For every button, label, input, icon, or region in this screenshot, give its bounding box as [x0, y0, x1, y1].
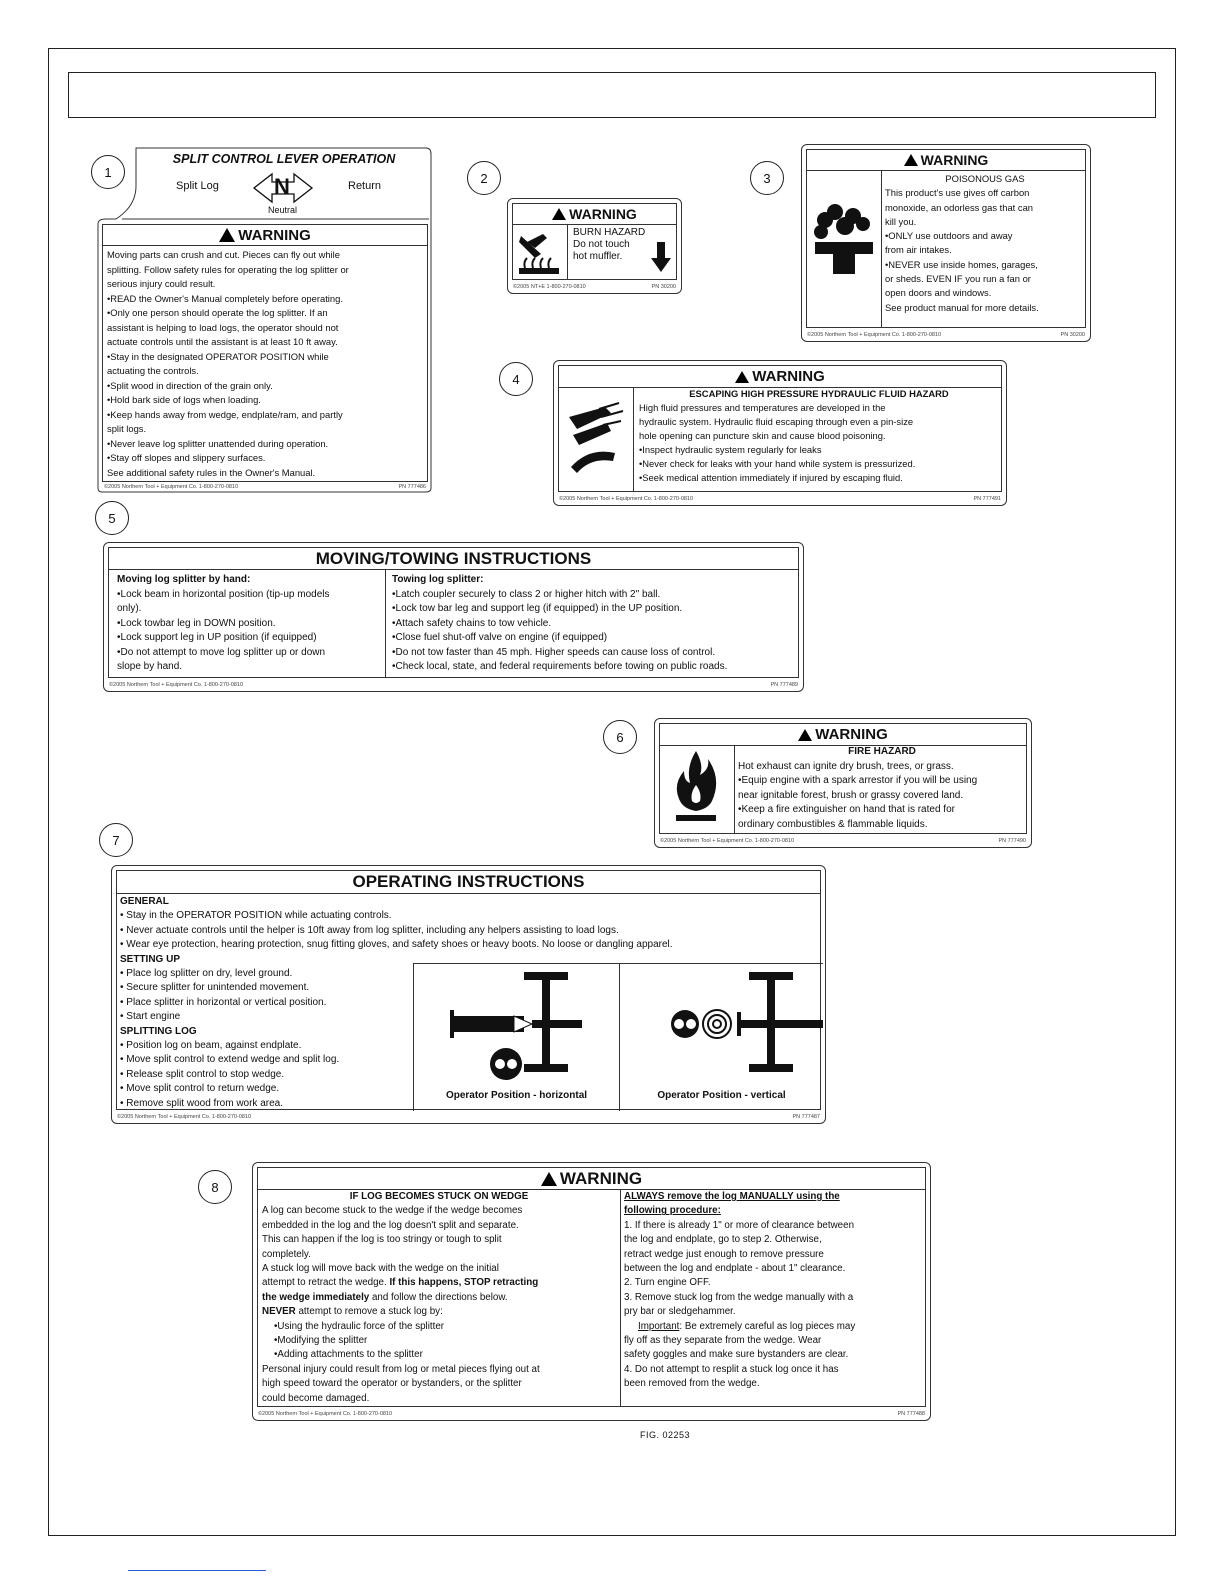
text-line: •Inspect hydraulic system regularly for leaks	[639, 444, 822, 455]
burn-hazard-title: BURN HAZARD	[573, 227, 646, 238]
underlined-span: Important	[638, 1320, 680, 1332]
text-line: This can happen if the log is too stringy or tough to split	[262, 1234, 502, 1246]
towing-column	[392, 573, 727, 675]
operating-title: OPERATING INSTRUCTIONS	[117, 871, 820, 894]
text-line: or sheds. EVEN IF you run a fan or	[885, 273, 1031, 285]
burn-hazard-inner	[512, 203, 677, 280]
text-line: •Keep hands away from wedge, endplate/ram, and partly	[107, 408, 343, 420]
text-line: •Close fuel shut-off valve on engine (if equipped)	[392, 632, 608, 643]
text-line: ordinary combustibles & flammable liquids.	[738, 818, 928, 830]
text-line: monoxide, an odorless gas that can	[885, 201, 1034, 213]
procedure-heading: following procedure:	[624, 1205, 721, 1217]
hydraulic-footer	[559, 494, 1001, 504]
text-line: 1. If there is already 1" or more of clearance between	[624, 1219, 855, 1231]
text-line: embedded in the log and the log doesn't split and separate.	[262, 1219, 519, 1231]
text-line: hot muffler.	[573, 251, 623, 262]
stuck-log-right-column	[624, 1190, 855, 1392]
callout-1: 1	[91, 155, 125, 189]
text-line: Personal injury could result from log or metal pieces flying out at	[262, 1363, 540, 1375]
stuck-log-heading: IF LOG BECOMES STUCK ON WEDGE	[349, 1191, 529, 1202]
neutral-letter: N	[274, 174, 290, 199]
text-line: •Keep a fire extinguisher on hand that is rated for	[738, 804, 955, 815]
footer-copyright: ©2005 Northern Tool + Equipment Co. 1-800-270-0810	[559, 496, 694, 502]
text-line: •ONLY use outdoors and away	[885, 230, 1013, 242]
text-line: serious injury could result.	[107, 278, 216, 289]
text-line: •Never leave log splitter unattended during operation.	[107, 437, 329, 449]
text-line: slope by hand.	[117, 661, 183, 672]
callout-4: 4	[499, 362, 533, 396]
caption-vertical: Operator Position - vertical	[657, 1090, 786, 1101]
general-heading: GENERAL	[120, 896, 169, 907]
callout-3: 3	[750, 161, 784, 195]
text-line: •Split wood in direction of the grain only.	[107, 379, 273, 391]
split-log-label: Split Log	[176, 180, 219, 192]
warning-triangle-icon	[904, 154, 918, 166]
fire-pictogram	[660, 745, 735, 833]
warning-triangle-icon	[541, 1172, 557, 1186]
callout-8: 8	[198, 1170, 232, 1204]
bold-span: If this happens, STOP retracting	[389, 1277, 539, 1289]
text-line: from air intakes.	[885, 244, 952, 256]
text-line	[262, 1305, 616, 1319]
text-line: This product's use gives off carbon	[885, 187, 1030, 199]
text-line: •Lock beam in horizontal position (tip-up models	[117, 588, 330, 600]
splitting-heading: SPLITTING LOG	[120, 1025, 197, 1037]
hydraulic-pictogram	[559, 387, 634, 491]
burn-footer	[513, 282, 676, 292]
footer-copyright: ©2005 Northern Tool + Equipment Co. 1-800-270-0810	[807, 332, 942, 338]
hydraulic-injection-hand-icon	[559, 387, 633, 493]
text-line: •NEVER use inside homes, garages,	[885, 258, 1038, 270]
text-line: could become damaged.	[262, 1392, 370, 1404]
stuck-log-left-column	[262, 1190, 616, 1406]
decal-poisonous-gas	[801, 144, 1091, 342]
text-line: •Equip engine with a spark arrestor if you will be using	[738, 775, 978, 786]
decal-hydraulic-fluid	[553, 360, 1007, 506]
figure-label: FIG. 02253	[640, 1430, 691, 1440]
horizontal-position-diagram	[414, 964, 619, 1092]
footer-part-number: PN 777488	[897, 1411, 925, 1417]
text-line: •Adding attachments to the splitter	[274, 1349, 423, 1361]
footer-copyright: ©2005 Northern Tool + Equipment Co. 1-800-270-0810	[117, 1114, 252, 1120]
text-line: fly off as they separate from the wedge. Wear	[624, 1335, 822, 1347]
text-line: been removed from the wedge.	[624, 1378, 760, 1390]
text-line: splitting. Follow safety rules for operating the log splitter or	[107, 263, 349, 275]
text-line: • Secure splitter for unintended movement.	[120, 982, 310, 994]
towing-heading: Towing log splitter:	[392, 574, 484, 585]
split-control-text	[103, 246, 427, 482]
text-line: •Hold bark side of logs when loading.	[107, 394, 261, 405]
decal-split-control	[96, 146, 434, 494]
footer-part-number: PN 30200	[1060, 332, 1085, 338]
text-line: actuate controls until the assistant is at least 10 ft away.	[107, 336, 338, 347]
text-line: actuating the controls.	[107, 365, 199, 376]
decal-fire-hazard	[654, 718, 1032, 848]
text-line: •Do not tow faster than 45 mph. Higher speeds can cause loss of control.	[392, 646, 716, 658]
page-title-box	[68, 72, 1156, 118]
column-divider	[620, 1190, 621, 1406]
gas-footer	[807, 330, 1085, 340]
operating-footer	[117, 1112, 820, 1122]
text-line: completely.	[262, 1248, 311, 1260]
setup-heading: SETTING UP	[120, 953, 181, 965]
split-control-warning-header	[103, 225, 427, 246]
hydraulic-text	[639, 387, 999, 485]
fire-hazard-title: FIRE HAZARD	[848, 746, 916, 757]
text-line: •Lock towbar leg in DOWN position.	[117, 617, 276, 629]
text-line: •Using the hydraulic force of the splitter	[274, 1320, 445, 1332]
text-line: •Modifying the splitter	[274, 1335, 368, 1347]
down-arrow-icon	[651, 242, 671, 274]
split-control-title: SPLIT CONTROL LEVER OPERATION	[172, 152, 396, 166]
moving-towing-title: MOVING/TOWING INSTRUCTIONS	[109, 548, 798, 570]
burn-pictogram	[513, 224, 568, 279]
text-line: •Lock support leg in UP position (if equipped)	[117, 632, 317, 643]
moving-towing-inner	[108, 547, 799, 678]
gas-warning-header	[807, 150, 1085, 171]
text-line: retract wedge just enough to remove pressure	[624, 1248, 824, 1260]
vertical-position-diagram	[619, 964, 824, 1092]
footer-copyright: ©2005 Northern Tool + Equipment Co. 1-800-270-0810	[104, 484, 239, 490]
text-span: : Be extremely careful as log pieces may	[679, 1320, 856, 1332]
poison-gas-person-icon	[807, 170, 881, 330]
warning-word: WARNING	[238, 226, 311, 244]
footer-part-number: PN 30200	[651, 284, 676, 290]
footer-copyright: ©2005 Northern Tool + Equipment Co. 1-800-270-0810	[109, 682, 244, 688]
column-divider	[385, 570, 386, 677]
bold-span: NEVER	[262, 1306, 296, 1318]
text-line: open doors and windows.	[885, 287, 992, 299]
text-line	[262, 1291, 616, 1305]
text-line: Moving parts can crush and cut. Pieces can fly out while	[107, 249, 340, 260]
text-line: • Wear eye protection, hearing protection, snug fitting gloves, and safety shoes or heavy boots. No loose or dangling apparel.	[120, 939, 673, 951]
text-line: •Never check for leaks with your hand while system is pressurized.	[639, 458, 916, 469]
procedure-heading: ALWAYS remove the log MANUALLY using the	[624, 1191, 840, 1202]
burn-warning-header	[513, 204, 676, 225]
gas-text	[885, 172, 1085, 315]
text-line: •Attach safety chains to tow vehicle.	[392, 617, 552, 629]
text-line: hydraulic system. Hydraulic fluid escaping through even a pin-size	[639, 416, 914, 427]
footer-copyright: ©2005 Northern Tool + Equipment Co. 1-800-270-0810	[258, 1411, 393, 1417]
moving-heading: Moving log splitter by hand:	[117, 574, 251, 585]
text-line: See product manual for more details.	[885, 301, 1039, 313]
text-span: attempt to remove a stuck log by:	[295, 1306, 443, 1318]
footer-part-number: PN 777489	[770, 682, 798, 688]
caption-horizontal: Operator Position - horizontal	[445, 1090, 588, 1101]
flame-icon	[660, 745, 734, 835]
text-line: • Move split control to return wedge.	[120, 1083, 280, 1095]
text-line: See additional safety rules in the Owner's Manual.	[107, 466, 316, 478]
text-line: • Place log splitter on dry, level ground.	[120, 968, 293, 980]
text-line: pry bar or sledgehammer.	[624, 1306, 736, 1318]
text-line: safety goggles and make sure bystanders are clear.	[624, 1349, 849, 1361]
text-line: 3. Remove stuck log from the wedge manually with a	[624, 1291, 854, 1303]
callout-5: 5	[95, 501, 129, 535]
text-line: • Position log on beam, against endplate.	[120, 1040, 302, 1052]
warning-triangle-icon	[735, 371, 749, 383]
text-line: • Release split control to stop wedge.	[120, 1068, 285, 1080]
footer-copyright: ©2005 NT+E 1-800-270-0810	[513, 284, 586, 290]
text-line: between the log and endplate - about 1" clearance.	[624, 1263, 846, 1275]
fire-text	[738, 745, 1026, 832]
text-line: •Only one person should operate the log splitter. If an	[107, 307, 328, 318]
moving-by-hand-column	[117, 573, 330, 675]
neutral-label: Neutral	[268, 205, 298, 215]
text-span: and follow the directions below.	[369, 1291, 508, 1303]
text-line: A log can become stuck to the wedge if the wedge becomes	[262, 1205, 523, 1217]
text-line: •READ the Owner's Manual completely before operating.	[107, 292, 343, 304]
hydraulic-hazard-title: ESCAPING HIGH PRESSURE HYDRAULIC FLUID HAZARD	[689, 388, 949, 399]
callout-7: 7	[99, 823, 133, 857]
fire-hazard-inner	[659, 723, 1027, 834]
text-line: kill you.	[885, 215, 917, 227]
split-control-warning-box	[102, 224, 428, 482]
text-line: • Stay in the OPERATOR POSITION while actuating controls.	[120, 910, 392, 922]
stuck-log-inner	[257, 1167, 926, 1407]
moving-towing-footer	[109, 680, 798, 690]
return-label: Return	[348, 180, 382, 192]
callout-2: 2	[467, 161, 501, 195]
decal-moving-towing	[103, 542, 804, 692]
text-line: hole opening can puncture skin and cause blood poisoning.	[639, 430, 886, 441]
text-line: near ignitable forest, brush or grassy covered land.	[738, 789, 964, 801]
warning-word: WARNING	[569, 206, 637, 222]
operator-position-diagrams	[413, 963, 823, 1111]
warning-word: WARNING	[815, 726, 888, 743]
callout-6: 6	[603, 720, 637, 754]
hydraulic-warning-header	[559, 366, 1001, 388]
poisonous-gas-inner	[806, 149, 1086, 328]
burn-text	[573, 227, 645, 263]
text-line: 4. Do not attempt to resplit a stuck log once it has	[624, 1363, 839, 1375]
footer-part-number: PN 777486	[398, 484, 426, 490]
fire-warning-header	[660, 724, 1026, 746]
footer-copyright: ©2005 Northern Tool + Equipment Co. 1-800-270-0810	[660, 838, 795, 844]
decal-burn-hazard	[507, 198, 682, 294]
text-line: high speed toward the operator or bystanders, or the splitter	[262, 1378, 522, 1390]
burn-hand-icon	[513, 224, 567, 281]
decal-stuck-log	[252, 1162, 931, 1421]
footer-part-number: PN 777490	[998, 838, 1026, 844]
warning-triangle-icon	[798, 729, 812, 741]
stuck-log-warning-header	[258, 1168, 925, 1190]
text-line: split logs.	[107, 423, 147, 434]
text-line: •Seek medical attention immediately if injured by escaping fluid.	[639, 472, 903, 483]
gas-hazard-title: POISONOUS GAS	[945, 173, 1025, 184]
text-line: Do not touch	[573, 239, 630, 250]
text-line: • Remove split wood from work area.	[120, 1097, 284, 1109]
decal-operating-instructions	[111, 865, 826, 1124]
page-link-underline[interactable]	[128, 1570, 266, 1571]
text-line: •Lock tow bar leg and support leg (if equipped) in the UP position.	[392, 603, 683, 614]
warning-triangle-icon	[552, 208, 566, 220]
text-span: attempt to retract the wedge.	[262, 1277, 390, 1289]
text-line: assistant is helping to load logs, the operator should not	[107, 321, 339, 333]
stuck-log-footer	[258, 1409, 925, 1419]
operating-inner	[116, 870, 821, 1110]
text-line: only).	[117, 603, 142, 614]
text-line	[624, 1320, 855, 1334]
text-line: • Place splitter in horizontal or vertical position.	[120, 996, 327, 1008]
warning-word: WARNING	[752, 368, 825, 385]
warning-word: WARNING	[920, 152, 989, 168]
text-line: 2. Turn engine OFF.	[624, 1277, 711, 1289]
text-line: the log and endplate, go to step 2. Otherwise,	[624, 1234, 822, 1246]
text-line: A stuck log will move back with the wedge on the initial	[262, 1263, 499, 1275]
fire-footer	[660, 836, 1026, 846]
text-line: •Do not attempt to move log splitter up or down	[117, 646, 326, 658]
text-line: •Check local, state, and federal requirements before towing on public roads.	[392, 661, 728, 672]
text-line: •Stay in the designated OPERATOR POSITION while	[107, 350, 329, 362]
hydraulic-inner	[558, 365, 1002, 492]
text-line	[262, 1276, 616, 1290]
split-control-footer	[104, 482, 426, 492]
text-line: • Never actuate controls until the helper is 10ft away from log splitter, including any helpers assisting to load logs.	[120, 924, 619, 936]
text-line: •Stay off slopes and slippery surfaces.	[107, 452, 266, 463]
gas-pictogram	[807, 170, 882, 327]
text-line: • Start engine	[120, 1011, 181, 1023]
warning-word: WARNING	[559, 1168, 643, 1188]
text-line: •Latch coupler securely to class 2 or higher hitch with 2" ball.	[392, 588, 661, 600]
text-line: High fluid pressures and temperatures are developed in the	[639, 402, 886, 413]
bold-span: the wedge immediately	[262, 1291, 370, 1303]
footer-part-number: PN 777487	[792, 1114, 820, 1120]
text-line: Hot exhaust can ignite dry brush, trees, or grass.	[738, 760, 954, 772]
text-line: • Move split control to extend wedge and split log.	[120, 1054, 340, 1066]
footer-part-number: PN 777491	[973, 496, 1001, 502]
warning-triangle-icon	[219, 228, 235, 242]
